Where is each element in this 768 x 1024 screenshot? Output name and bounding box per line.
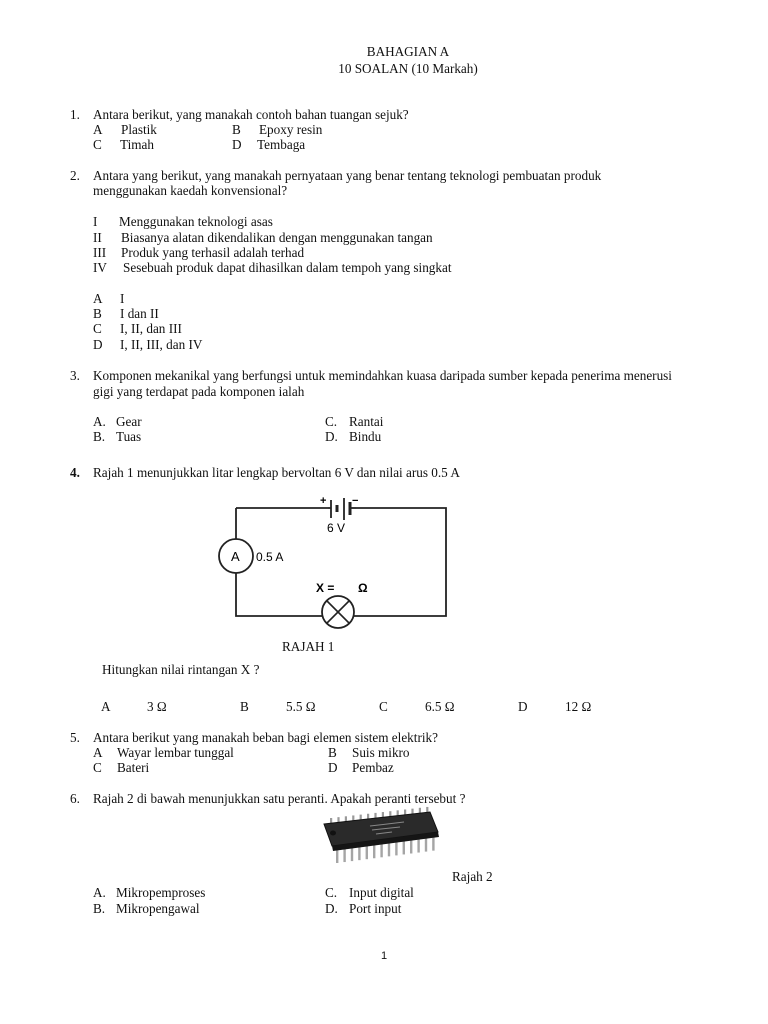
q4-option-label: A <box>101 699 111 714</box>
chip-pin <box>351 847 353 861</box>
q5-option-label: D <box>328 760 338 775</box>
q5-option-text: Pembaz <box>352 760 394 775</box>
q4-option-label: B <box>240 699 249 714</box>
rajah2-caption: Rajah 2 <box>452 869 493 884</box>
q5-option-text: Bateri <box>117 760 150 775</box>
q4-number: 4. <box>70 465 80 480</box>
q5-option-text: Wayar lembar tunggal <box>117 745 234 760</box>
battery-plus-label: + <box>320 495 327 507</box>
q2-option-label: B <box>93 306 102 321</box>
q2-statement-label: III <box>93 245 107 260</box>
chip-pin <box>403 840 405 854</box>
circuit-wire <box>354 508 446 616</box>
q2-option-text: I, II, III, dan IV <box>120 337 203 352</box>
q3-option-label: A. <box>93 414 106 429</box>
battery-minus-label: − <box>352 495 359 507</box>
section-title: BAHAGIAN A <box>366 44 450 59</box>
q2-option-text: I dan II <box>120 306 159 321</box>
circuit-diagram <box>210 492 460 632</box>
chip-pin <box>366 845 368 859</box>
q6-option-label: D. <box>325 901 338 916</box>
chip-pin <box>395 841 397 855</box>
chip-pin <box>417 839 419 853</box>
q2-number: 2. <box>70 168 80 183</box>
q3-option-text: Tuas <box>116 429 142 444</box>
resistor-x-label: X = <box>316 581 335 595</box>
q2-statement-label: I <box>93 214 98 229</box>
q6-number: 6. <box>70 791 80 806</box>
q2-statement-label: IV <box>93 260 107 275</box>
chip-pin <box>388 842 390 856</box>
q6-option-label: A. <box>93 885 106 900</box>
q2-option-label: C <box>93 321 102 336</box>
chip-pin <box>358 846 360 860</box>
q1-option-text: Epoxy resin <box>259 122 323 137</box>
q1-number: 1. <box>70 107 80 122</box>
chip-pin <box>432 837 434 851</box>
q1-option-label: D <box>232 137 242 152</box>
q6-text: Rajah 2 di bawah menunjukkan satu peranti. Apakah peranti tersebut ? <box>93 791 466 806</box>
q6-option-label: B. <box>93 901 106 916</box>
q6-option-text: Input digital <box>349 885 414 900</box>
circuit-wire <box>236 570 322 616</box>
q1-option-label: B <box>232 122 241 137</box>
ic-chip-image <box>318 806 442 872</box>
q2-statement-label: II <box>93 230 102 245</box>
chip-pin <box>343 848 345 862</box>
q5-option-label: B <box>328 745 337 760</box>
q2-option-label: A <box>93 291 103 306</box>
q6-option-text: Mikropemproses <box>116 885 206 900</box>
q3-option-label: B. <box>93 429 106 444</box>
q2-option-text: I, II, dan III <box>120 321 182 336</box>
q2-statement-text: Produk yang terhasil adalah terhad <box>121 245 305 260</box>
q3-option-label: D. <box>325 429 338 444</box>
q3-text-line1: Komponen mekanikal yang berfungsi untuk memindahkan kuasa daripada sumber kepada penerima menerusi <box>93 368 672 383</box>
q6-option-text: Port input <box>349 901 402 916</box>
q1-option-text: Plastik <box>121 122 157 137</box>
ohm-unit-label: Ω <box>358 581 368 595</box>
q3-option-text: Rantai <box>349 414 384 429</box>
q6-option-text: Mikropengawal <box>116 901 200 916</box>
q2-text-line2: menggunakan kaedah konvensional? <box>93 183 288 198</box>
rajah1-caption: RAJAH 1 <box>282 639 335 654</box>
q3-text-line2: gigi yang terdapat pada komponen ialah <box>93 384 305 399</box>
chip-pin <box>336 849 338 863</box>
q4-option-label: D <box>518 699 528 714</box>
q5-option-label: C <box>93 760 102 775</box>
q6-option-label: C. <box>325 885 338 900</box>
q5-text: Antara berikut yang manakah beban bagi elemen sistem elektrik? <box>93 730 438 745</box>
q3-option-text: Bindu <box>349 429 382 444</box>
q2-option-text: I <box>120 291 125 306</box>
q1-option-text: Timah <box>120 137 154 152</box>
q4-text: Rajah 1 menunjukkan litar lengkap bervoltan 6 V dan nilai arus 0.5 A <box>93 465 460 480</box>
ammeter-label: A <box>231 549 240 564</box>
q1-option-text: Tembaga <box>257 137 306 152</box>
q1-option-label: C <box>93 137 102 152</box>
current-label: 0.5 A <box>256 550 284 564</box>
q2-option-label: D <box>93 337 103 352</box>
q2-text-line1: Antara yang berikut, yang manakah pernyataan yang benar tentang teknologi pembuatan produk <box>93 168 602 183</box>
chip-pin <box>380 843 382 857</box>
page-number: 1 <box>380 950 388 962</box>
q3-option-label: C. <box>325 414 338 429</box>
q4-option-text: 3 Ω <box>147 699 167 714</box>
chip-pin <box>373 844 375 858</box>
q2-statement-text: Biasanya alatan dikendalikan dengan menggunakan tangan <box>121 230 433 245</box>
q5-option-label: A <box>93 745 103 760</box>
section-subtitle: 10 SOALAN (10 Markah) <box>338 61 478 76</box>
q3-number: 3. <box>70 368 80 383</box>
q1-text: Antara berikut, yang manakah contoh bahan tuangan sejuk? <box>93 107 409 122</box>
chip-notch <box>330 831 336 836</box>
q5-option-text: Suis mikro <box>352 745 410 760</box>
voltage-label: 6 V <box>327 521 346 535</box>
q4-option-text: 12 Ω <box>565 699 592 714</box>
q4-option-text: 5.5 Ω <box>286 699 316 714</box>
chip-pin <box>425 838 427 852</box>
q4-prompt: Hitungkan nilai rintangan X ? <box>102 662 260 677</box>
chip-pin <box>410 840 412 854</box>
q3-option-text: Gear <box>116 414 142 429</box>
q4-option-text: 6.5 Ω <box>425 699 455 714</box>
q5-number: 5. <box>70 730 80 745</box>
q2-statement-text: Menggunakan teknologi asas <box>119 214 273 229</box>
q4-option-label: C <box>379 699 388 714</box>
q1-option-label: A <box>93 122 103 137</box>
q2-statement-text: Sesebuah produk dapat dihasilkan dalam tempoh yang singkat <box>123 260 452 275</box>
